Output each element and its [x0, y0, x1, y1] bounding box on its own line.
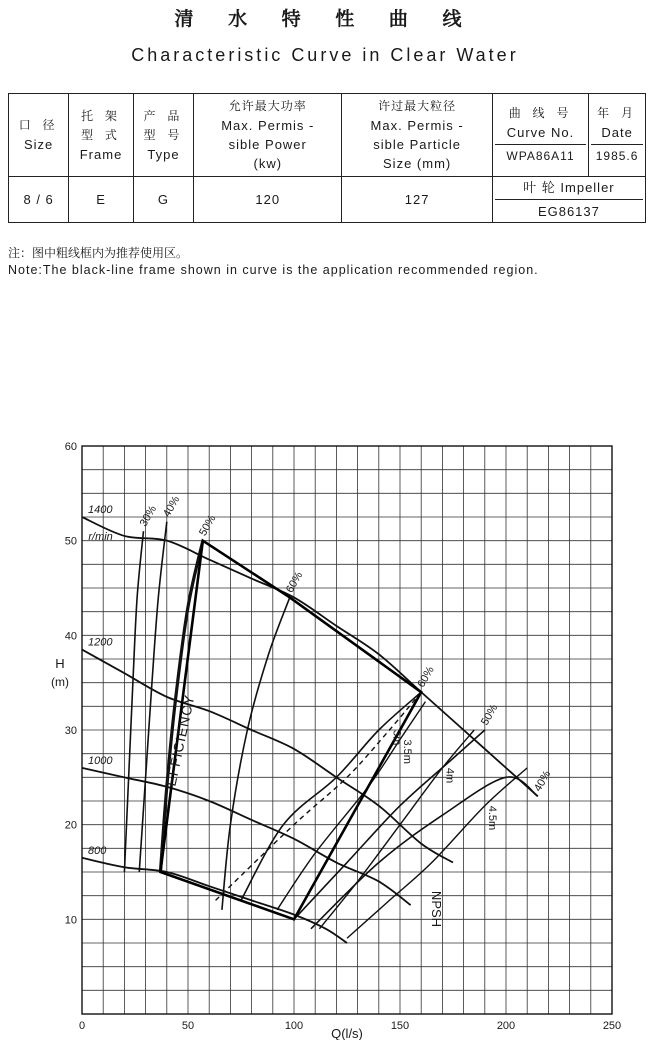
- power-header-cn: 允许最大功率: [228, 99, 307, 113]
- frame-header: [69, 94, 134, 177]
- head-curve-800: [82, 858, 347, 943]
- y-axis-label: H: [55, 656, 65, 671]
- date-header-cn: 年 月: [597, 106, 637, 120]
- head-curve-1200: [82, 650, 456, 863]
- efficiency-curve-40: [311, 777, 538, 929]
- npsh-label-3m: 3m: [390, 730, 403, 746]
- particle-value: 127: [342, 177, 492, 223]
- particle-header-en-2: sible Particle: [373, 137, 461, 152]
- particle-header-en-3: Size (mm): [383, 156, 452, 171]
- x-tick-label: 0: [78, 1020, 86, 1032]
- npsh-annotation: NPSH: [428, 890, 444, 928]
- efficiency-annotation: EFFICIENCY: [162, 692, 198, 788]
- date-header-en: Date: [601, 125, 633, 140]
- y-tick-label: 60: [64, 441, 77, 453]
- particle-header-cn: 许过最大粒径: [378, 99, 457, 113]
- frame-header-cn-1: 托 架: [81, 108, 121, 123]
- x-tick-label: 100: [284, 1020, 304, 1032]
- efficiency-label-40: 40%: [532, 768, 554, 794]
- frame-header-en: Frame: [79, 146, 123, 162]
- frame-value: E: [69, 177, 134, 223]
- size-value: 8 / 6: [9, 177, 69, 223]
- head-curve-1000: [82, 768, 411, 905]
- speed-label-1400: 1400: [88, 504, 113, 516]
- y-tick-label: 30: [64, 725, 77, 737]
- impeller-label: 叶 轮 Impeller: [523, 180, 615, 195]
- power-header: [194, 94, 342, 177]
- efficiency-label-30: 30%: [137, 503, 160, 529]
- speed-label-1000: 1000: [88, 754, 113, 767]
- particle-header: [342, 94, 492, 177]
- date-header: [589, 94, 646, 177]
- type-header-cn-1: 产 品: [143, 108, 184, 123]
- y-tick-label: 10: [64, 914, 77, 927]
- efficiency-label-50: 50%: [479, 702, 501, 728]
- x-tick-label: 250: [602, 1020, 622, 1032]
- power-header-en-1: Max. Permis -: [221, 118, 315, 133]
- efficiency-curve-30: [124, 531, 143, 872]
- x-axis-label: Q(l/s): [331, 1026, 363, 1040]
- speed-label-1200: 1200: [88, 636, 113, 649]
- page-title-en: Characteristic Curve in Clear Water: [131, 45, 519, 65]
- curve-no-header-cn: 曲 线 号: [508, 106, 573, 120]
- speed-label-800: 800: [88, 844, 107, 857]
- power-value: 120: [194, 177, 342, 223]
- size-header-cn: 口 径: [18, 118, 59, 132]
- curve-no-header: [492, 94, 588, 177]
- efficiency-label-60: 60%: [415, 664, 437, 690]
- x-tick-label: 50: [181, 1020, 195, 1032]
- npsh-curve-3m: [216, 692, 422, 900]
- y-axis-unit: (m): [51, 675, 69, 689]
- npsh-label-4-5m: 4.5m: [485, 805, 498, 831]
- power-header-en-2: sible Power: [228, 137, 307, 152]
- x-tick-label: 200: [496, 1020, 516, 1032]
- efficiency-label-60: 60%: [283, 569, 306, 595]
- date-value: 1985.6: [591, 144, 643, 166]
- impeller-value: EG86137: [495, 199, 643, 221]
- pump-curve-chart: [0, 430, 650, 1040]
- head-curve-1400: [82, 517, 538, 796]
- spec-table: [8, 93, 646, 223]
- type-value: G: [133, 177, 193, 223]
- efficiency-curve-60: [241, 692, 421, 900]
- size-header-en: Size: [23, 137, 54, 152]
- speed-unit-label: r/min: [88, 530, 113, 543]
- type-header-en: Type: [147, 146, 180, 162]
- npsh-label-4m: 4m: [443, 767, 456, 784]
- curve-no-value: WPA86A11: [495, 144, 586, 166]
- note-en: Note:The black-line frame shown in curve is the application recommended region.: [8, 263, 539, 277]
- y-tick-label: 50: [64, 535, 77, 548]
- particle-header-en-1: Max. Permis -: [370, 118, 464, 133]
- power-header-unit: (kw): [253, 156, 283, 171]
- impeller-cell: [492, 177, 645, 223]
- y-tick-label: 40: [64, 630, 77, 643]
- note-cn: 注：图中粗线框内为推荐使用区。: [8, 246, 189, 260]
- size-header: [9, 94, 69, 177]
- efficiency-label-50: 50%: [197, 513, 219, 539]
- x-tick-label: 150: [390, 1020, 410, 1032]
- page-title-cn: 清 水 特 性 曲 线: [174, 8, 476, 30]
- npsh-label-3-5m: 3.5m: [401, 739, 413, 764]
- y-tick-label: 20: [64, 819, 77, 832]
- frame-header-cn-2: 型 式: [81, 127, 121, 142]
- efficiency-label-40: 40%: [161, 494, 183, 520]
- curve-no-header-en: Curve No.: [506, 125, 575, 140]
- type-header-cn-2: 型 号: [143, 127, 184, 142]
- type-header: [133, 94, 193, 177]
